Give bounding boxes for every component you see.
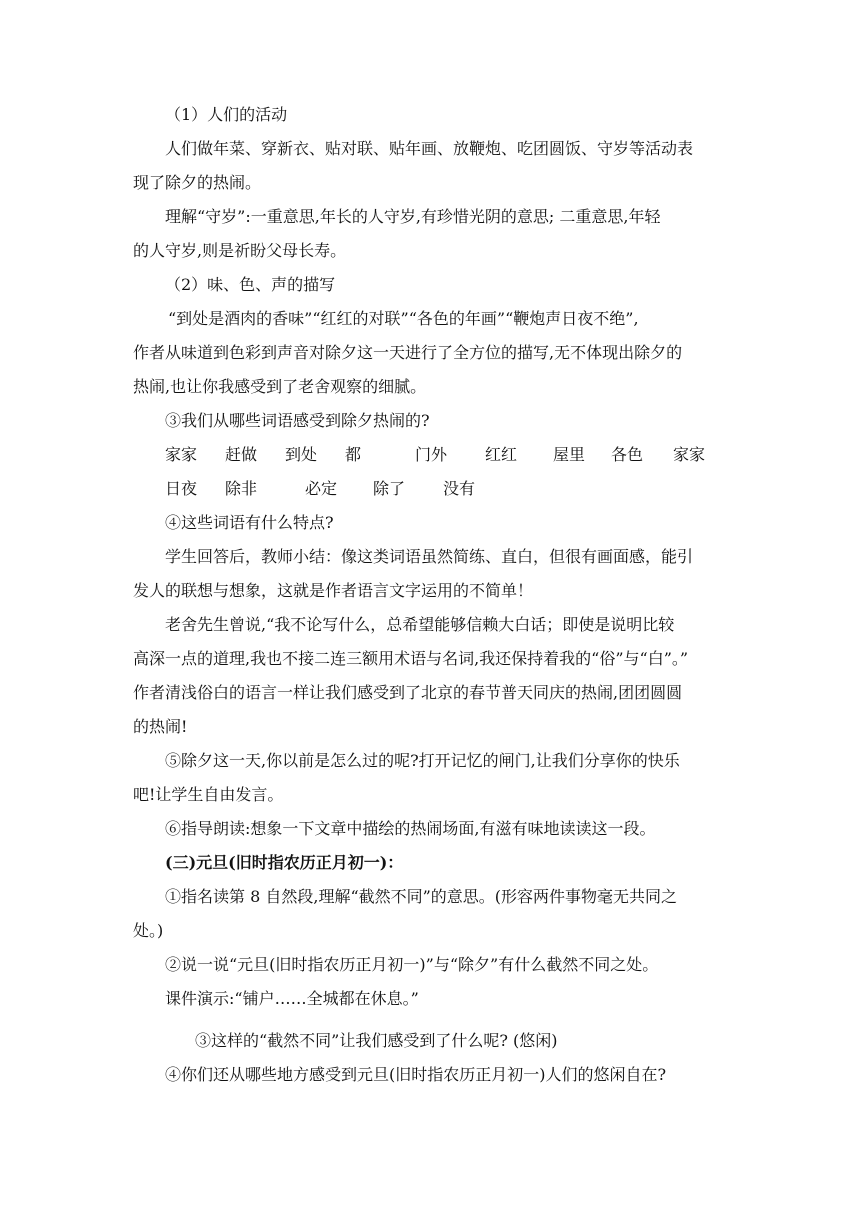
question-4: ④这些词语有什么特点? <box>165 513 334 532</box>
step-1: ①指名读第 8 自然段,理解“截然不同”的意思。(形容两件事物毫无共同之 <box>165 887 678 906</box>
word: 赶做 <box>225 445 258 464</box>
paragraph-line: 高深一点的道理,我也不接二连三额用术语与名词,我还保持着我的“俗”与“白”。” <box>133 649 689 668</box>
paragraph-line: 热闹,也让你我感受到了老舍观察的细腻。 <box>133 377 427 396</box>
word: 屋里 <box>553 445 586 464</box>
word: 除非 <box>225 479 258 498</box>
question-3: ③我们从哪些词语感受到除夕热闹的? <box>165 411 430 430</box>
word: 各色 <box>611 445 644 464</box>
paragraph-line: 现了除夕的热闹。 <box>133 173 262 192</box>
section-heading-new-year: (三)元旦(旧时指农历正月初一)： <box>165 853 404 872</box>
courseware-demo: 课件演示:“铺户……全城都在休息。” <box>165 989 419 1008</box>
paragraph-line: 理解“守岁”:一重意思,年长的人守岁,有珍惜光阴的意思; 二重意思,年轻 <box>165 207 661 226</box>
paragraph-line: 的热闹! <box>133 717 188 736</box>
step-2: ②说一说“元旦(旧时指农历正月初一)”与“除夕”有什么截然不同之处。 <box>165 955 659 974</box>
word: 门外 <box>415 445 448 464</box>
step-3: ③这样的“截然不同”让我们感受到了什么呢? (悠闲) <box>195 1031 558 1050</box>
word: 必定 <box>305 479 338 498</box>
question-5: ⑤除夕这一天,你以前是怎么过的呢?打开记忆的闸门,让我们分享你的快乐 <box>165 751 680 770</box>
word: 日夜 <box>165 479 198 498</box>
paragraph-line: 吧!让学生自由发言。 <box>133 785 284 804</box>
paragraph-line: 处。) <box>133 921 164 940</box>
question-6: ⑥指导朗读:想象一下文章中描绘的热闹场面,有滋有味地读读这一段。 <box>165 819 656 838</box>
section-heading-activities: （1）人们的活动 <box>165 105 288 124</box>
word: 都 <box>345 445 362 464</box>
word-list-row-2 <box>165 478 493 500</box>
word: 除了 <box>373 479 406 498</box>
paragraph-line: 学生回答后，教师小结：像这类词语虽然简练、直白，但很有画面感，能引 <box>165 547 694 566</box>
paragraph-line: 作者清浅俗白的语言一样让我们感受到了北京的春节普天同庆的热闹,团团圆圆 <box>133 683 683 702</box>
paragraph-line: “到处是酒肉的香味”“红红的对联”“各色的年画”“鞭炮声日夜不绝”, <box>168 309 639 328</box>
word: 家家 <box>673 445 706 464</box>
word: 到处 <box>285 445 318 464</box>
paragraph-line: 的人守岁,则是祈盼父母长寿。 <box>133 241 347 260</box>
section-heading-descriptions: （2）味、色、声的描写 <box>165 275 336 294</box>
word: 没有 <box>443 479 476 498</box>
paragraph-line: 作者从味道到色彩到声音对除夕这一天进行了全方位的描写,无不体现出除夕的 <box>133 343 683 362</box>
word: 家家 <box>165 445 198 464</box>
paragraph-line: 老舍先生曾说,“我不论写什么，总希望能够信赖大白话；即使是说明比较 <box>165 615 675 634</box>
word-list-row-1 <box>165 444 723 466</box>
paragraph-line: 发人的联想与想象，这就是作者语言文字运用的不简单！ <box>133 581 534 600</box>
paragraph-line: 人们做年菜、穿新衣、贴对联、贴年画、放鞭炮、吃团圆饭、守岁等活动表 <box>165 139 694 158</box>
step-4: ④你们还从哪些地方感受到元旦(旧时指农历正月初一)人们的悠闲自在? <box>165 1065 667 1084</box>
word: 红红 <box>485 445 518 464</box>
